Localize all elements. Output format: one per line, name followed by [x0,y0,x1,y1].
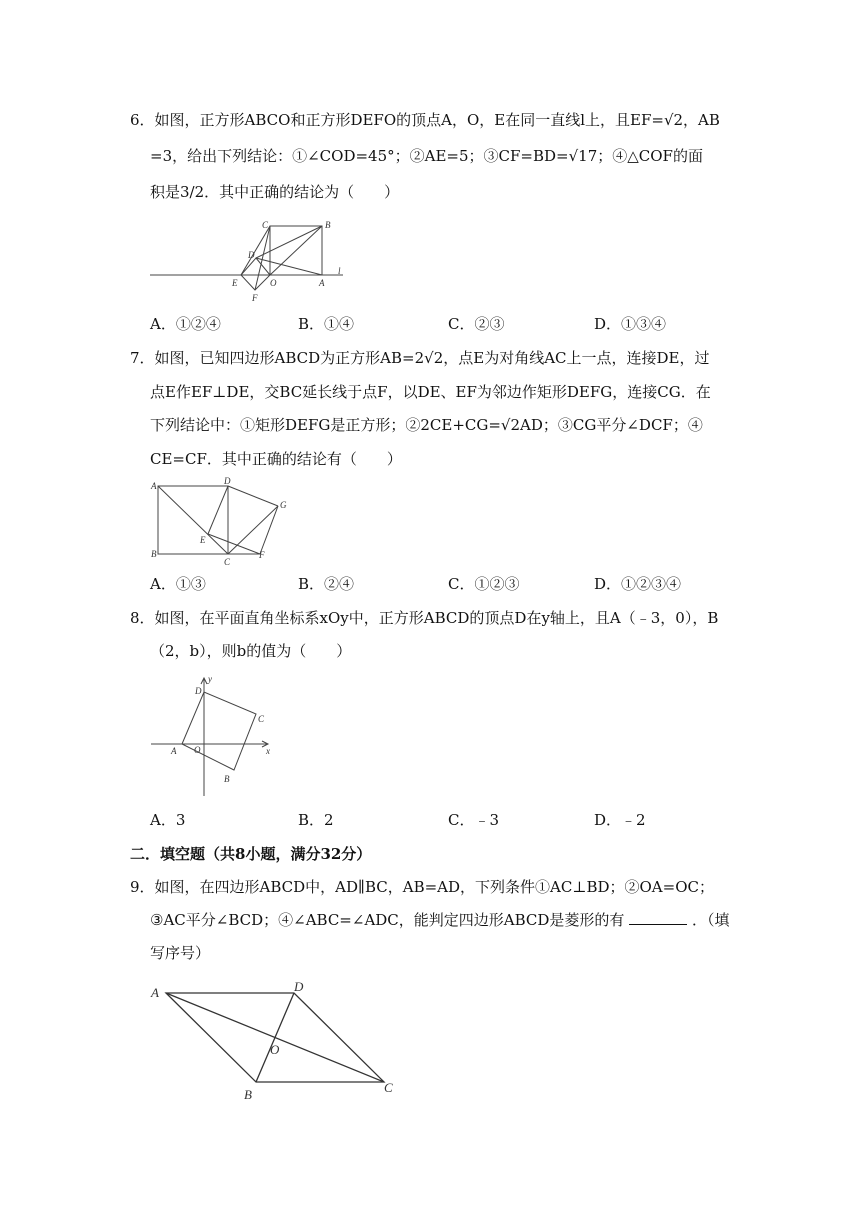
q6-option-d[interactable]: D．①③④ [594,315,667,333]
q6-label-l: l [338,266,341,276]
q7-option-b[interactable]: B．②④ [298,575,355,593]
q8-label-b: B [224,774,230,784]
q9-label-o: O [270,1042,280,1057]
q9-line-2-tail: ．（填 [691,911,730,929]
q8-label-c: C [258,714,265,724]
q7-line-2: 点E作EF⊥DE，交BC延长线于点F，以DE、EF为邻边作矩形DEFG，连接CG．在 [150,383,711,401]
q6-label-b: B [325,220,331,230]
q8-label-d: D [195,686,202,696]
q7-label-b: B [151,549,157,559]
q7-label-a: A [151,481,157,491]
q8-figure [146,670,281,800]
q9-answer-blank[interactable] [629,910,687,925]
q8-option-c[interactable]: C．﹣3 [448,811,500,829]
q7-label-c: C [224,557,231,567]
q6-line-2: =3，给出下列结论：①∠COD=45°；②AE=5；③CF=BD=√17；④△COF的面 [150,147,703,165]
q6-label-c: C [262,220,269,230]
q8-line-2: （2，b），则b的值为（ ） [150,642,352,660]
q6-label-o: O [270,278,277,288]
q9-line-3: 写序号） [150,944,211,962]
q9-line-2 [150,908,730,932]
q8-option-b[interactable]: B．2 [298,811,334,829]
q6-option-b[interactable]: B．①④ [298,315,355,333]
q8-line-1: 8．如图，在平面直角坐标系xOy中，正方形ABCD的顶点D在y轴上，且A（﹣3，0），B [130,609,719,627]
q7-figure [146,476,296,571]
q7-option-a[interactable]: A．①③ [150,575,206,593]
q6-option-a[interactable]: A．①②④ [150,315,221,333]
q8-option-a[interactable]: A．3 [150,811,186,829]
q8-label-o: O [194,745,201,755]
q7-line-1: 7．如图，已知四边形ABCD为正方形AB=2√2，点E为对角线AC上一点，连接DE，过 [130,349,710,367]
q6-line-3: 积是3/2．其中正确的结论为（ ） [150,183,400,201]
q9-label-b: B [244,1087,252,1102]
q9-line-2-text: ③AC平分∠BCD；④∠ABC=∠ADC，能判定四边形ABCD是菱形的有 [150,911,625,929]
q6-line-1: 6．如图，正方形ABCO和正方形DEFO的顶点A，O，E在同一直线l上，且EF=√2，AB [130,111,720,129]
q6-figure [148,218,358,308]
q9-label-d: D [294,979,304,994]
q9-figure [146,975,406,1105]
q7-label-f: F [259,550,265,560]
q7-option-c[interactable]: C．①②③ [448,575,520,593]
q7-label-d: D [224,476,231,486]
q6-option-c[interactable]: C．②③ [448,315,505,333]
q6-label-a: A [319,278,325,288]
q6-label-e: E [232,278,238,288]
q9-label-a: A [151,985,159,1000]
q6-label-f: F [252,293,258,303]
q8-label-x: x [266,746,270,756]
q7-label-e: E [200,535,206,545]
q9-line-1: 9．如图，在四边形ABCD中，AD∥BC，AB=AD，下列条件①AC⊥BD；②OA=OC； [130,878,714,896]
q8-label-y: y [208,674,212,684]
q8-option-d[interactable]: D．﹣2 [594,811,646,829]
section-heading-fill-in: 二．填空题（共8小题，满分32分） [130,845,372,863]
q9-label-c: C [384,1080,393,1095]
q7-line-4: CE=CF．其中正确的结论有（ ） [150,450,402,468]
q6-label-d: D [248,250,255,260]
q7-option-d[interactable]: D．①②③④ [594,575,682,593]
q8-label-a: A [171,746,177,756]
q7-label-g: G [280,500,287,510]
q7-line-3: 下列结论中：①矩形DEFG是正方形；②2CE+CG=√2AD；③CG平分∠DCF；④ [150,416,703,434]
